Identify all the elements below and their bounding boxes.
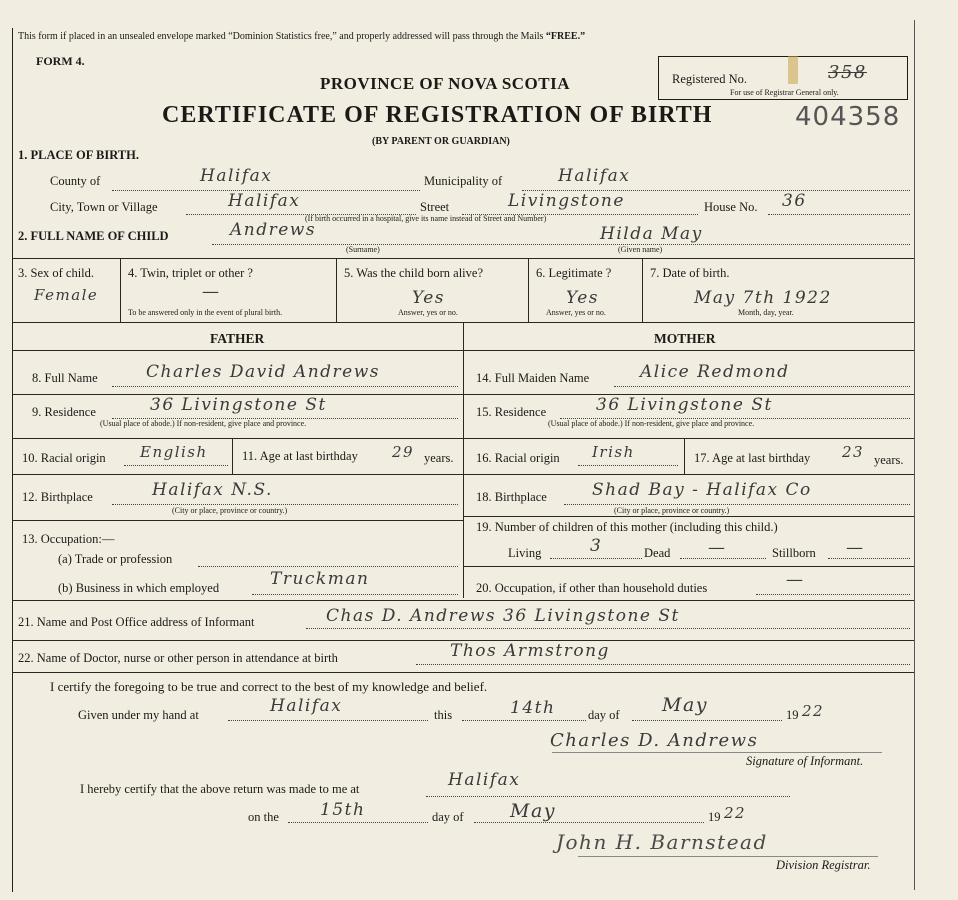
reg-day: 15th xyxy=(320,800,366,820)
informant-signature: Charles D. Andrews xyxy=(550,730,759,751)
child-surname: Andrews xyxy=(230,220,317,240)
given-place-line xyxy=(228,720,428,721)
registered-number: 358 xyxy=(828,62,867,83)
living-line xyxy=(550,558,642,559)
registrar-signature-line xyxy=(578,856,878,857)
reg-year: 22 xyxy=(724,804,747,822)
mother-age-label: 17. Age at last birthday xyxy=(694,451,811,465)
free-text: “FREE.” xyxy=(545,31,586,42)
registrar-caption: Division Registrar. xyxy=(776,858,871,872)
mother-residence-note: (Usual place of abode.) If non-resident, give place and province. xyxy=(548,419,755,428)
stillborn-value: — xyxy=(846,538,865,558)
rule-m16 xyxy=(463,474,914,475)
informant-value: Chas D. Andrews 36 Livingstone St xyxy=(326,606,680,626)
day-of-label: day of xyxy=(588,708,620,722)
legitimate-label: 6. Legitimate ? xyxy=(536,266,612,280)
father-birthplace-note: (City or place, province or country.) xyxy=(172,506,288,515)
legitimate-note: Answer, yes or no. xyxy=(546,308,606,317)
father-name-label: 8. Full Name xyxy=(32,371,98,385)
given-year: 22 xyxy=(802,702,825,720)
father-age-label: 11. Age at last birthday xyxy=(242,449,358,463)
certificate-number: 404358 xyxy=(795,102,901,132)
this-label: this xyxy=(434,708,453,722)
mother-birthplace: Shad Bay - Halifax Co xyxy=(592,480,812,500)
twin-value: — xyxy=(202,282,221,302)
mother-racial-line xyxy=(578,465,678,466)
attendant-line xyxy=(416,664,910,665)
on-the-label: on the xyxy=(248,810,279,824)
given-name-label: (Given name) xyxy=(618,245,663,254)
father-racial-line xyxy=(124,465,228,466)
registered-label: Registered No. xyxy=(672,72,747,86)
given-day-line xyxy=(462,720,586,721)
street-value: Livingstone xyxy=(508,191,625,211)
place-of-birth-heading: 1. PLACE OF BIRTH. xyxy=(18,148,139,162)
mother-occupation: — xyxy=(786,570,805,590)
father-residence: 36 Livingstone St xyxy=(150,395,327,415)
mother-age: 23 xyxy=(842,443,865,461)
hospital-note: (If birth occurred in a hospital, give its name instead of Street and Number) xyxy=(305,214,547,223)
business-line xyxy=(252,594,458,595)
father-name: Charles David Andrews xyxy=(146,362,381,382)
alive-label: 5. Was the child born alive? xyxy=(344,266,484,280)
living-value: 3 xyxy=(590,536,603,556)
rule-21-top xyxy=(12,600,914,601)
informant-signature-caption: Signature of Informant. xyxy=(746,754,864,768)
mother-birthplace-label: 18. Birthplace xyxy=(476,490,547,504)
divider-4 xyxy=(336,258,337,322)
legitimate-value: Yes xyxy=(566,288,600,308)
rule-f9 xyxy=(12,438,463,439)
dead-value: — xyxy=(708,538,727,558)
dead-label: Dead xyxy=(644,546,671,560)
attendant-label: 22. Name of Doctor, nurse or other person in attendance at birth xyxy=(18,651,338,665)
registrar-statement: I hereby certify that the above return was made to me at xyxy=(80,782,360,796)
year-prefix: 19 xyxy=(786,708,799,722)
given-place: Halifax xyxy=(270,696,343,716)
father-racial-label: 10. Racial origin xyxy=(22,451,106,465)
child-name-line xyxy=(212,244,910,245)
children-label: 19. Number of children of this mother (including this child.) xyxy=(476,520,778,534)
province-title: PROVINCE OF NOVA SCOTIA xyxy=(320,74,571,93)
mother-birthplace-line xyxy=(564,504,910,505)
date-label: 7. Date of birth. xyxy=(650,266,730,280)
house-value: 36 xyxy=(782,191,807,211)
street-label: Street xyxy=(420,200,450,214)
business-value: Truckman xyxy=(270,569,370,589)
business-label: (b) Business in which employed xyxy=(58,581,220,595)
given-under-label: Given under my hand at xyxy=(78,708,199,722)
mailing-notice-text: This form if placed in an unsealed envelope marked “Dominion Statistics free,” and properly addressed will pass through the Mails xyxy=(18,31,544,42)
rule-m18 xyxy=(463,516,914,517)
divider-m17 xyxy=(684,438,685,474)
mother-heading: MOTHER xyxy=(654,331,716,346)
rule-f12 xyxy=(12,520,463,521)
mother-racial-label: 16. Racial origin xyxy=(476,451,560,465)
alive-value: Yes xyxy=(412,288,446,308)
alive-note: Answer, yes or no. xyxy=(398,308,458,317)
reg-month-line xyxy=(474,822,704,823)
rule-parents-header xyxy=(12,350,914,351)
form-number: FORM 4. xyxy=(36,54,85,68)
rule-22-bottom xyxy=(12,672,914,673)
mother-years: years. xyxy=(874,453,904,467)
parents-divider xyxy=(463,322,464,598)
county-label: County of xyxy=(50,174,101,188)
informant-line xyxy=(306,628,910,629)
mother-occupation-line xyxy=(756,594,910,595)
date-note: Month, day, year. xyxy=(738,308,794,317)
mother-residence: 36 Livingstone St xyxy=(596,395,773,415)
dead-line xyxy=(680,558,766,559)
municipality-label: Municipality of xyxy=(424,174,503,188)
stillborn-label: Stillborn xyxy=(772,546,816,560)
surname-label: (Surname) xyxy=(346,245,380,254)
father-residence-note: (Usual place of abode.) If non-resident, give place and province. xyxy=(100,419,307,428)
given-month-line xyxy=(632,720,782,721)
reg-place-line xyxy=(426,796,790,797)
registrar-signature: John H. Barnstead xyxy=(556,830,768,854)
sex-label: 3. Sex of child. xyxy=(18,266,95,280)
date-value: May 7th 1922 xyxy=(694,288,832,308)
father-heading: FATHER xyxy=(210,331,265,346)
certify-statement: I certify the foregoing to be true and correct to the best of my knowledge and belief. xyxy=(50,679,488,694)
divider-f11 xyxy=(232,438,233,474)
reg-day-line xyxy=(288,822,428,823)
mailing-notice xyxy=(18,31,585,42)
given-month: May xyxy=(662,694,709,716)
mother-name-label: 14. Full Maiden Name xyxy=(476,371,590,385)
mother-occupation-label: 20. Occupation, if other than household duties xyxy=(476,581,708,595)
father-years: years. xyxy=(424,451,454,465)
sex-value: Female xyxy=(34,286,99,304)
certificate-subtitle: (BY PARENT OR GUARDIAN) xyxy=(372,136,510,147)
stamp-mark xyxy=(788,56,798,84)
living-label: Living xyxy=(508,546,542,560)
informant-signature-line xyxy=(552,752,882,753)
municipality-value: Halifax xyxy=(558,166,631,186)
house-line xyxy=(768,214,910,215)
right-edge xyxy=(914,20,915,890)
mother-residence-label: 15. Residence xyxy=(476,405,547,419)
father-birthplace-line xyxy=(112,504,458,505)
stillborn-line xyxy=(828,558,910,559)
certificate-title: CERTIFICATE OF REGISTRATION OF BIRTH xyxy=(162,102,713,128)
trade-line xyxy=(198,566,458,567)
rule-f10 xyxy=(12,474,463,475)
divider-6 xyxy=(642,258,643,322)
reg-month: May xyxy=(510,800,557,822)
child-given-name: Hilda May xyxy=(600,224,703,244)
divider-5 xyxy=(528,258,529,322)
child-name-label: 2. FULL NAME OF CHILD xyxy=(18,229,169,243)
divider-3 xyxy=(120,258,121,322)
rule-m15 xyxy=(463,438,914,439)
city-label: City, Town or Village xyxy=(50,200,158,214)
father-age: 29 xyxy=(392,443,415,461)
reg-day-of-label: day of xyxy=(432,810,464,824)
twin-label: 4. Twin, triplet or other ? xyxy=(128,266,253,280)
county-value: Halifax xyxy=(200,166,273,186)
mother-birthplace-note: (City or place, province or country.) xyxy=(614,506,730,515)
father-occupation-label: 13. Occupation:— xyxy=(22,532,115,546)
father-residence-label: 9. Residence xyxy=(32,405,96,419)
rule-m19 xyxy=(463,566,914,567)
mother-racial: Irish xyxy=(592,443,635,461)
informant-label: 21. Name and Post Office address of Informant xyxy=(18,615,255,629)
reg-place: Halifax xyxy=(448,770,521,790)
father-racial: English xyxy=(140,443,208,461)
reg-year-prefix: 19 xyxy=(708,810,721,824)
given-day: 14th xyxy=(510,698,556,718)
father-name-line xyxy=(112,386,458,387)
twin-note: To be answered only in the event of plural birth. xyxy=(128,308,283,317)
attendant-value: Thos Armstrong xyxy=(450,641,610,661)
mother-name-line xyxy=(614,386,910,387)
rule-row3-top xyxy=(12,258,914,259)
city-value: Halifax xyxy=(228,191,301,211)
father-birthplace: Halifax N.S. xyxy=(152,480,273,500)
registrar-use-note: For use of Registrar General only. xyxy=(730,88,839,97)
trade-label: (a) Trade or profession xyxy=(58,552,173,566)
house-label: House No. xyxy=(704,200,758,214)
father-birthplace-label: 12. Birthplace xyxy=(22,490,93,504)
mother-name: Alice Redmond xyxy=(640,362,790,382)
